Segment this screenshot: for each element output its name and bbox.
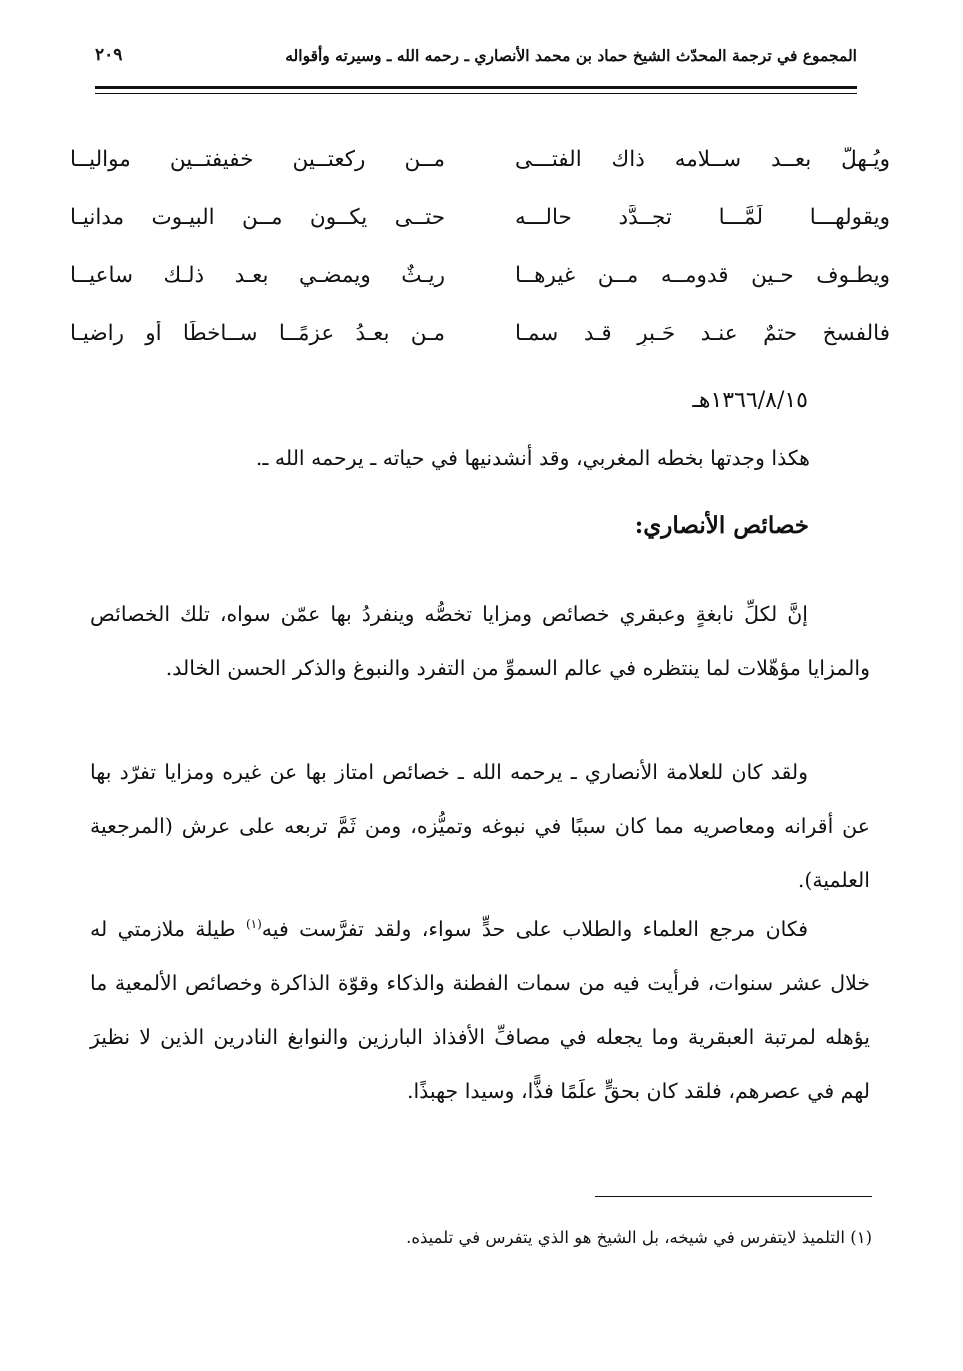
verse-second-hemistich: مــن ركعتــين خفيفتــين مواليــا [70,146,445,172]
body-paragraph [90,902,870,1118]
footnote: (١) التلميذ لايتفرس في شيخه، بل الشيخ هو الذي يتفرس في تلميذه. [406,1228,872,1247]
verse-second-hemistich: ريـثٌ ويمضـي بعـد ذلـك ساعيــا [70,262,445,288]
body-paragraph: إنَّ لكلِّ نابغةٍ وعبقري خصائص ومزايا تخصُّه وينفردُ بها عمّن سواه، تلك الخصائص والمزايا مؤهّلات لما ينتظره في عالم السموِّ من التفرد والنبوغ والذكر الحسن الخالد. [90,601,870,680]
verse-first-hemistich: ويقولهـــا لَمَّـــا تجــدَّد حالـــه [515,204,890,230]
header-rule-thick [95,86,857,89]
poem-note: هكذا وجدتها بخطه المغربي، وقد أنشدنيها في حياته ـ يرحمه الله ـ. [255,446,810,470]
paragraph-text: فكان مرجع العلماء والطلاب على حدٍّ سواء، ولقد تفرَّست فيه [261,916,808,941]
verse-first-hemistich: ويُـهلُّ بعــد ســلامه ذاك الفتـــى [515,146,890,172]
footnote-reference[interactable]: (١) [245,916,262,931]
section-heading: خصائص الأنصاري: [634,512,809,539]
verse-second-hemistich: مـن بعـدُ عزمًــا ســاخطًا أو راضيـا [70,320,445,346]
verse-second-hemistich: حتــى يكــون مــن البيـوت مدانيـا [70,204,445,230]
page-header [95,38,857,72]
poem [70,130,890,362]
running-title: المجموع في ترجمة المحدّث الشيخ حماد بن محمد الأنصاري ـ رحمه الله ـ وسيرته وأقواله [285,45,857,65]
page-number: ٢٠٩ [95,45,123,65]
poem-verse [70,304,890,362]
header-rule-thin [95,93,857,94]
poem-verse [70,246,890,304]
paragraph-text: طيلة ملازمتي له خلال عشر سنوات، فرأيت فيه من سمات الفطنة والذكاء وقوّة الذاكرة وخصائص الألمعية ما يؤهله لمرتبة العبقرية وما يجعله في مصافِّ الأفذاذ البارزين والنوابغ النادرين الذين لا نظيرَ لهم في عصرهم، فلقد كان بحقٍّ علَمًا فذًّا، وسيدا جهبذًا. [90,916,870,1103]
poem-verse [70,188,890,246]
poem-date: ١٣٦٦/٨/١٥هـ [692,388,808,413]
verse-first-hemistich: ويطـوف حـين قدومــه مــن غيرهــا [515,262,890,288]
verse-first-hemistich: فالفسخ حتمٌ عنـد حَـبرٍ قـد سمـا [515,320,890,346]
footnote-separator [595,1196,872,1197]
body-paragraph: ولقد كان للعلامة الأنصاري ـ يرحمه الله ـ خصائص امتاز بها عن غيره ومزايا تفرّد بها عن أقرانه ومعاصريه مما كان سببًا في نبوغه وتميُّزه، ومن ثَمَّ تربعه على عرش (المرجعية العلمية). [90,759,870,892]
poem-verse [70,130,890,188]
